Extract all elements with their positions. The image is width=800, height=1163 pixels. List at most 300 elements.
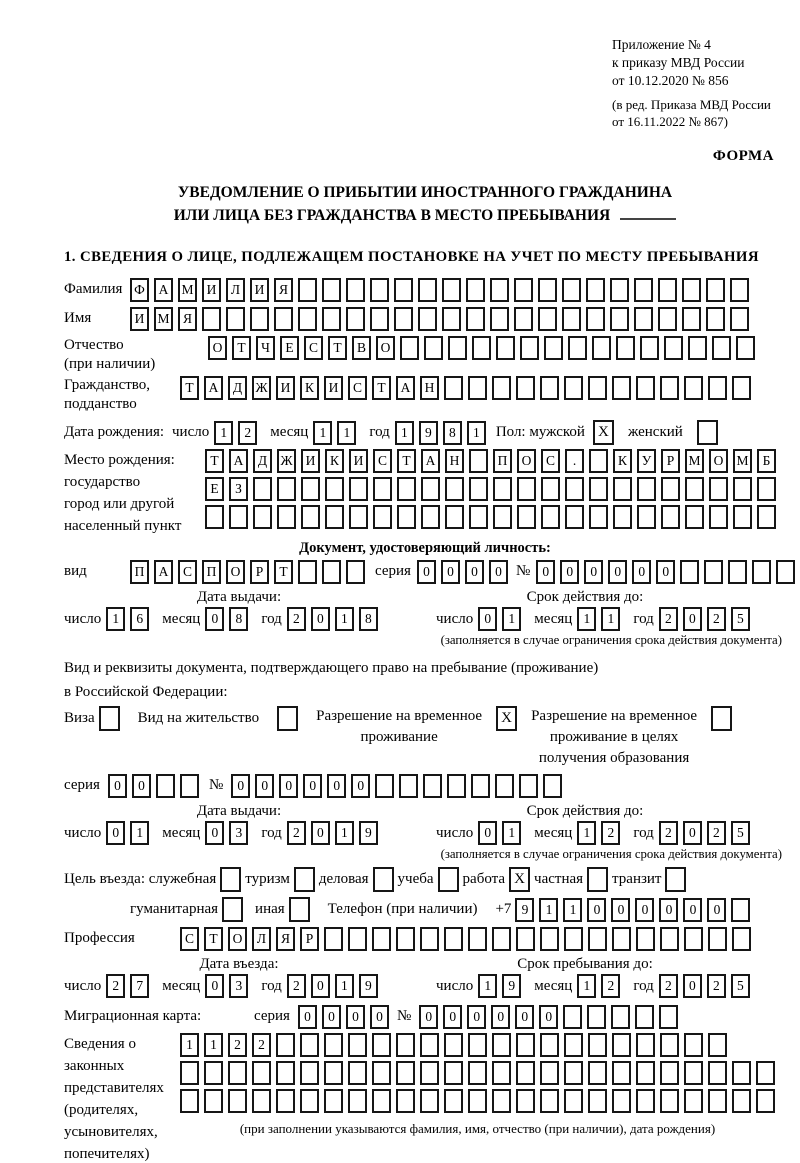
char-cell[interactable] bbox=[466, 278, 485, 302]
char-cell[interactable] bbox=[730, 278, 749, 302]
char-cell[interactable] bbox=[540, 927, 559, 951]
char-cell[interactable]: 1 bbox=[180, 1033, 199, 1057]
char-cell[interactable] bbox=[276, 1061, 295, 1085]
char-cell[interactable] bbox=[324, 1061, 343, 1085]
char-cell[interactable]: 0 bbox=[351, 774, 370, 798]
char-cell[interactable] bbox=[370, 307, 389, 331]
char-cell[interactable] bbox=[469, 449, 488, 473]
char-cell[interactable]: 6 bbox=[130, 607, 149, 631]
char-cell[interactable] bbox=[563, 1005, 582, 1029]
char-cell[interactable]: 2 bbox=[659, 821, 678, 845]
char-cell[interactable]: 1 bbox=[130, 821, 149, 845]
char-cell[interactable]: А bbox=[204, 376, 223, 400]
char-cell[interactable]: Р bbox=[661, 449, 680, 473]
char-cell[interactable] bbox=[728, 560, 747, 584]
char-cell[interactable]: 0 bbox=[255, 774, 274, 798]
char-cell[interactable]: О bbox=[517, 449, 536, 473]
char-cell[interactable] bbox=[640, 336, 659, 360]
char-cell[interactable] bbox=[204, 1061, 223, 1085]
char-cell[interactable]: 0 bbox=[327, 774, 346, 798]
char-cell[interactable]: 0 bbox=[656, 560, 675, 584]
char-cell[interactable]: 0 bbox=[659, 898, 678, 922]
char-cell[interactable] bbox=[588, 376, 607, 400]
purpose-private-checkbox[interactable] bbox=[587, 867, 608, 892]
purpose-study-checkbox[interactable] bbox=[438, 867, 459, 892]
char-cell[interactable] bbox=[636, 1033, 655, 1057]
char-cell[interactable]: 0 bbox=[311, 607, 330, 631]
char-cell[interactable] bbox=[444, 1061, 463, 1085]
char-cell[interactable] bbox=[396, 1089, 415, 1113]
char-cell[interactable] bbox=[612, 1061, 631, 1085]
char-cell[interactable]: 0 bbox=[106, 821, 125, 845]
char-cell[interactable] bbox=[468, 1089, 487, 1113]
char-cell[interactable]: 8 bbox=[443, 421, 462, 445]
char-cell[interactable] bbox=[250, 307, 269, 331]
char-cell[interactable]: 2 bbox=[252, 1033, 271, 1057]
char-cell[interactable]: 0 bbox=[683, 821, 702, 845]
char-cell[interactable] bbox=[661, 505, 680, 529]
char-cell[interactable] bbox=[562, 307, 581, 331]
char-cell[interactable]: 0 bbox=[683, 898, 702, 922]
char-cell[interactable] bbox=[706, 278, 725, 302]
char-cell[interactable]: 7 bbox=[130, 974, 149, 998]
char-cell[interactable] bbox=[468, 1061, 487, 1085]
char-cell[interactable] bbox=[589, 477, 608, 501]
char-cell[interactable]: 2 bbox=[287, 974, 306, 998]
char-cell[interactable] bbox=[348, 1089, 367, 1113]
char-cell[interactable]: Т bbox=[328, 336, 347, 360]
char-cell[interactable] bbox=[540, 1061, 559, 1085]
char-cell[interactable] bbox=[661, 477, 680, 501]
char-cell[interactable]: 0 bbox=[417, 560, 436, 584]
char-cell[interactable] bbox=[420, 1033, 439, 1057]
char-cell[interactable]: 1 bbox=[337, 421, 356, 445]
char-cell[interactable] bbox=[564, 927, 583, 951]
char-cell[interactable] bbox=[471, 774, 490, 798]
char-cell[interactable] bbox=[730, 307, 749, 331]
char-cell[interactable]: И bbox=[202, 278, 221, 302]
char-cell[interactable] bbox=[418, 278, 437, 302]
char-cell[interactable]: Е bbox=[205, 477, 224, 501]
char-cell[interactable]: 0 bbox=[683, 974, 702, 998]
char-cell[interactable] bbox=[300, 1089, 319, 1113]
char-cell[interactable]: 2 bbox=[106, 974, 125, 998]
char-cell[interactable]: 2 bbox=[707, 974, 726, 998]
char-cell[interactable] bbox=[660, 1033, 679, 1057]
char-cell[interactable]: 0 bbox=[108, 774, 127, 798]
char-cell[interactable] bbox=[586, 278, 605, 302]
char-cell[interactable] bbox=[757, 477, 776, 501]
char-cell[interactable] bbox=[634, 278, 653, 302]
char-cell[interactable] bbox=[516, 927, 535, 951]
char-cell[interactable] bbox=[228, 1089, 247, 1113]
char-cell[interactable] bbox=[447, 774, 466, 798]
char-cell[interactable] bbox=[589, 449, 608, 473]
char-cell[interactable]: О bbox=[226, 560, 245, 584]
char-cell[interactable]: 0 bbox=[298, 1005, 317, 1029]
char-cell[interactable]: 8 bbox=[229, 607, 248, 631]
char-cell[interactable] bbox=[659, 1005, 678, 1029]
char-cell[interactable]: 1 bbox=[577, 974, 596, 998]
char-cell[interactable]: 3 bbox=[229, 821, 248, 845]
char-cell[interactable] bbox=[300, 1061, 319, 1085]
char-cell[interactable] bbox=[516, 1061, 535, 1085]
char-cell[interactable] bbox=[202, 307, 221, 331]
char-cell[interactable]: А bbox=[229, 449, 248, 473]
char-cell[interactable] bbox=[540, 1033, 559, 1057]
char-cell[interactable] bbox=[664, 336, 683, 360]
char-cell[interactable] bbox=[205, 505, 224, 529]
char-cell[interactable]: О bbox=[228, 927, 247, 951]
char-cell[interactable] bbox=[228, 1061, 247, 1085]
char-cell[interactable]: Т bbox=[232, 336, 251, 360]
char-cell[interactable]: 1 bbox=[577, 607, 596, 631]
char-cell[interactable]: 0 bbox=[311, 821, 330, 845]
char-cell[interactable] bbox=[544, 336, 563, 360]
char-cell[interactable] bbox=[298, 278, 317, 302]
char-cell[interactable] bbox=[543, 774, 562, 798]
char-cell[interactable] bbox=[444, 1089, 463, 1113]
char-cell[interactable] bbox=[349, 477, 368, 501]
char-cell[interactable] bbox=[613, 477, 632, 501]
char-cell[interactable]: 0 bbox=[205, 974, 224, 998]
char-cell[interactable]: 2 bbox=[287, 821, 306, 845]
char-cell[interactable]: 0 bbox=[322, 1005, 341, 1029]
char-cell[interactable] bbox=[346, 307, 365, 331]
char-cell[interactable] bbox=[424, 336, 443, 360]
char-cell[interactable]: 0 bbox=[441, 560, 460, 584]
char-cell[interactable]: З bbox=[229, 477, 248, 501]
char-cell[interactable] bbox=[400, 336, 419, 360]
char-cell[interactable] bbox=[420, 1089, 439, 1113]
char-cell[interactable] bbox=[565, 505, 584, 529]
char-cell[interactable]: Т bbox=[180, 376, 199, 400]
purpose-business-checkbox[interactable] bbox=[373, 867, 394, 892]
char-cell[interactable]: 2 bbox=[601, 974, 620, 998]
char-cell[interactable] bbox=[660, 376, 679, 400]
char-cell[interactable] bbox=[733, 477, 752, 501]
char-cell[interactable]: М bbox=[733, 449, 752, 473]
char-cell[interactable]: К bbox=[325, 449, 344, 473]
char-cell[interactable] bbox=[684, 927, 703, 951]
char-cell[interactable]: 0 bbox=[443, 1005, 462, 1029]
char-cell[interactable]: 1 bbox=[335, 607, 354, 631]
char-cell[interactable] bbox=[492, 1061, 511, 1085]
char-cell[interactable]: 0 bbox=[635, 898, 654, 922]
char-cell[interactable] bbox=[445, 477, 464, 501]
char-cell[interactable] bbox=[493, 505, 512, 529]
char-cell[interactable] bbox=[346, 560, 365, 584]
purpose-other-checkbox[interactable] bbox=[289, 897, 310, 922]
char-cell[interactable] bbox=[756, 1089, 775, 1113]
char-cell[interactable] bbox=[776, 560, 795, 584]
char-cell[interactable] bbox=[540, 376, 559, 400]
char-cell[interactable]: 5 bbox=[731, 974, 750, 998]
char-cell[interactable] bbox=[444, 927, 463, 951]
char-cell[interactable] bbox=[637, 505, 656, 529]
char-cell[interactable] bbox=[616, 336, 635, 360]
char-cell[interactable]: 0 bbox=[587, 898, 606, 922]
char-cell[interactable] bbox=[658, 307, 677, 331]
char-cell[interactable]: 0 bbox=[132, 774, 151, 798]
char-cell[interactable] bbox=[612, 1089, 631, 1113]
char-cell[interactable] bbox=[610, 307, 629, 331]
char-cell[interactable] bbox=[757, 505, 776, 529]
char-cell[interactable] bbox=[564, 1089, 583, 1113]
char-cell[interactable] bbox=[514, 278, 533, 302]
char-cell[interactable] bbox=[495, 774, 514, 798]
char-cell[interactable] bbox=[468, 1033, 487, 1057]
char-cell[interactable] bbox=[348, 927, 367, 951]
purpose-official-checkbox[interactable] bbox=[220, 867, 241, 892]
char-cell[interactable] bbox=[589, 505, 608, 529]
char-cell[interactable]: Л bbox=[252, 927, 271, 951]
char-cell[interactable] bbox=[708, 1061, 727, 1085]
char-cell[interactable] bbox=[756, 1061, 775, 1085]
char-cell[interactable]: 0 bbox=[467, 1005, 486, 1029]
purpose-work-checkbox[interactable]: X bbox=[509, 867, 530, 892]
char-cell[interactable]: 0 bbox=[419, 1005, 438, 1029]
char-cell[interactable] bbox=[420, 927, 439, 951]
char-cell[interactable] bbox=[325, 477, 344, 501]
char-cell[interactable]: 1 bbox=[395, 421, 414, 445]
char-cell[interactable] bbox=[612, 927, 631, 951]
char-cell[interactable] bbox=[588, 1061, 607, 1085]
char-cell[interactable] bbox=[448, 336, 467, 360]
char-cell[interactable] bbox=[586, 307, 605, 331]
char-cell[interactable]: 1 bbox=[577, 821, 596, 845]
char-cell[interactable] bbox=[373, 477, 392, 501]
char-cell[interactable] bbox=[496, 336, 515, 360]
char-cell[interactable]: 0 bbox=[465, 560, 484, 584]
char-cell[interactable]: Я bbox=[178, 307, 197, 331]
char-cell[interactable]: Д bbox=[228, 376, 247, 400]
char-cell[interactable] bbox=[322, 278, 341, 302]
char-cell[interactable]: С bbox=[178, 560, 197, 584]
char-cell[interactable]: 0 bbox=[311, 974, 330, 998]
char-cell[interactable]: Е bbox=[280, 336, 299, 360]
char-cell[interactable]: С bbox=[373, 449, 392, 473]
char-cell[interactable] bbox=[660, 1089, 679, 1113]
char-cell[interactable] bbox=[588, 1033, 607, 1057]
char-cell[interactable] bbox=[180, 1061, 199, 1085]
char-cell[interactable]: К bbox=[300, 376, 319, 400]
char-cell[interactable] bbox=[276, 1089, 295, 1113]
char-cell[interactable] bbox=[588, 1089, 607, 1113]
char-cell[interactable] bbox=[732, 376, 751, 400]
char-cell[interactable] bbox=[466, 307, 485, 331]
char-cell[interactable] bbox=[565, 477, 584, 501]
char-cell[interactable]: Б bbox=[757, 449, 776, 473]
char-cell[interactable] bbox=[421, 505, 440, 529]
temp-permit-edu-checkbox[interactable] bbox=[711, 706, 732, 731]
char-cell[interactable] bbox=[421, 477, 440, 501]
visa-checkbox[interactable] bbox=[99, 706, 120, 731]
char-cell[interactable]: И bbox=[250, 278, 269, 302]
char-cell[interactable] bbox=[731, 898, 750, 922]
char-cell[interactable] bbox=[568, 336, 587, 360]
char-cell[interactable]: Н bbox=[445, 449, 464, 473]
char-cell[interactable] bbox=[469, 477, 488, 501]
char-cell[interactable]: М bbox=[685, 449, 704, 473]
char-cell[interactable]: К bbox=[613, 449, 632, 473]
char-cell[interactable] bbox=[684, 1061, 703, 1085]
char-cell[interactable] bbox=[372, 1089, 391, 1113]
char-cell[interactable]: 0 bbox=[707, 898, 726, 922]
char-cell[interactable] bbox=[612, 376, 631, 400]
char-cell[interactable] bbox=[564, 1033, 583, 1057]
char-cell[interactable] bbox=[732, 1089, 751, 1113]
char-cell[interactable]: Ч bbox=[256, 336, 275, 360]
char-cell[interactable] bbox=[468, 376, 487, 400]
char-cell[interactable]: Т bbox=[204, 927, 223, 951]
char-cell[interactable] bbox=[372, 1033, 391, 1057]
char-cell[interactable]: П bbox=[493, 449, 512, 473]
char-cell[interactable] bbox=[300, 1033, 319, 1057]
char-cell[interactable] bbox=[712, 336, 731, 360]
char-cell[interactable] bbox=[372, 927, 391, 951]
char-cell[interactable]: 1 bbox=[214, 421, 233, 445]
char-cell[interactable] bbox=[704, 560, 723, 584]
char-cell[interactable] bbox=[420, 1061, 439, 1085]
char-cell[interactable] bbox=[610, 278, 629, 302]
char-cell[interactable]: 1 bbox=[539, 898, 558, 922]
char-cell[interactable] bbox=[348, 1061, 367, 1085]
char-cell[interactable]: 2 bbox=[659, 974, 678, 998]
char-cell[interactable] bbox=[636, 927, 655, 951]
char-cell[interactable] bbox=[397, 477, 416, 501]
char-cell[interactable] bbox=[396, 1061, 415, 1085]
char-cell[interactable] bbox=[423, 774, 442, 798]
char-cell[interactable]: 2 bbox=[228, 1033, 247, 1057]
char-cell[interactable]: 0 bbox=[205, 821, 224, 845]
char-cell[interactable]: 0 bbox=[346, 1005, 365, 1029]
char-cell[interactable] bbox=[684, 1033, 703, 1057]
char-cell[interactable]: А bbox=[154, 560, 173, 584]
char-cell[interactable] bbox=[660, 927, 679, 951]
char-cell[interactable]: Л bbox=[226, 278, 245, 302]
char-cell[interactable]: 1 bbox=[502, 607, 521, 631]
char-cell[interactable]: 2 bbox=[287, 607, 306, 631]
char-cell[interactable] bbox=[277, 477, 296, 501]
char-cell[interactable]: 2 bbox=[707, 607, 726, 631]
char-cell[interactable] bbox=[562, 278, 581, 302]
char-cell[interactable] bbox=[252, 1089, 271, 1113]
char-cell[interactable] bbox=[752, 560, 771, 584]
char-cell[interactable] bbox=[346, 278, 365, 302]
char-cell[interactable] bbox=[493, 477, 512, 501]
char-cell[interactable] bbox=[324, 1089, 343, 1113]
char-cell[interactable]: У bbox=[637, 449, 656, 473]
char-cell[interactable]: М bbox=[178, 278, 197, 302]
char-cell[interactable] bbox=[252, 1061, 271, 1085]
char-cell[interactable]: 1 bbox=[313, 421, 332, 445]
char-cell[interactable] bbox=[538, 307, 557, 331]
female-checkbox[interactable] bbox=[697, 420, 718, 445]
char-cell[interactable]: 9 bbox=[419, 421, 438, 445]
char-cell[interactable]: 1 bbox=[335, 974, 354, 998]
char-cell[interactable] bbox=[517, 505, 536, 529]
char-cell[interactable]: И bbox=[349, 449, 368, 473]
char-cell[interactable] bbox=[444, 1033, 463, 1057]
char-cell[interactable] bbox=[634, 307, 653, 331]
char-cell[interactable] bbox=[492, 1089, 511, 1113]
char-cell[interactable]: О bbox=[376, 336, 395, 360]
char-cell[interactable] bbox=[682, 278, 701, 302]
char-cell[interactable]: 9 bbox=[515, 898, 534, 922]
char-cell[interactable] bbox=[660, 1061, 679, 1085]
char-cell[interactable]: Т bbox=[372, 376, 391, 400]
char-cell[interactable]: 5 bbox=[731, 821, 750, 845]
char-cell[interactable]: М bbox=[154, 307, 173, 331]
char-cell[interactable] bbox=[322, 560, 341, 584]
char-cell[interactable]: С bbox=[541, 449, 560, 473]
purpose-transit-checkbox[interactable] bbox=[665, 867, 686, 892]
char-cell[interactable] bbox=[708, 1033, 727, 1057]
char-cell[interactable] bbox=[709, 477, 728, 501]
char-cell[interactable] bbox=[445, 505, 464, 529]
char-cell[interactable] bbox=[226, 307, 245, 331]
char-cell[interactable] bbox=[492, 376, 511, 400]
char-cell[interactable]: Я bbox=[274, 278, 293, 302]
char-cell[interactable] bbox=[611, 1005, 630, 1029]
char-cell[interactable] bbox=[301, 477, 320, 501]
char-cell[interactable] bbox=[680, 560, 699, 584]
char-cell[interactable] bbox=[564, 376, 583, 400]
char-cell[interactable] bbox=[324, 1033, 343, 1057]
char-cell[interactable] bbox=[277, 505, 296, 529]
char-cell[interactable]: 0 bbox=[478, 607, 497, 631]
char-cell[interactable] bbox=[706, 307, 725, 331]
char-cell[interactable]: . bbox=[565, 449, 584, 473]
char-cell[interactable]: 0 bbox=[478, 821, 497, 845]
char-cell[interactable]: 3 bbox=[229, 974, 248, 998]
char-cell[interactable]: А bbox=[421, 449, 440, 473]
char-cell[interactable]: Я bbox=[276, 927, 295, 951]
char-cell[interactable]: 0 bbox=[539, 1005, 558, 1029]
char-cell[interactable] bbox=[276, 1033, 295, 1057]
char-cell[interactable] bbox=[253, 505, 272, 529]
char-cell[interactable]: С bbox=[348, 376, 367, 400]
char-cell[interactable] bbox=[520, 336, 539, 360]
char-cell[interactable] bbox=[396, 1033, 415, 1057]
char-cell[interactable]: Т bbox=[397, 449, 416, 473]
char-cell[interactable]: И bbox=[324, 376, 343, 400]
char-cell[interactable]: Р bbox=[300, 927, 319, 951]
char-cell[interactable] bbox=[399, 774, 418, 798]
char-cell[interactable] bbox=[397, 505, 416, 529]
char-cell[interactable] bbox=[324, 927, 343, 951]
char-cell[interactable]: 1 bbox=[502, 821, 521, 845]
char-cell[interactable] bbox=[298, 560, 317, 584]
char-cell[interactable]: Ж bbox=[277, 449, 296, 473]
char-cell[interactable]: И bbox=[301, 449, 320, 473]
purpose-tourism-checkbox[interactable] bbox=[294, 867, 315, 892]
char-cell[interactable]: 8 bbox=[359, 607, 378, 631]
char-cell[interactable] bbox=[708, 1089, 727, 1113]
char-cell[interactable] bbox=[684, 376, 703, 400]
char-cell[interactable] bbox=[490, 278, 509, 302]
char-cell[interactable] bbox=[541, 477, 560, 501]
char-cell[interactable] bbox=[370, 278, 389, 302]
char-cell[interactable]: В bbox=[352, 336, 371, 360]
char-cell[interactable]: Ж bbox=[252, 376, 271, 400]
char-cell[interactable] bbox=[613, 505, 632, 529]
char-cell[interactable]: С bbox=[304, 336, 323, 360]
char-cell[interactable]: Р bbox=[250, 560, 269, 584]
char-cell[interactable]: 0 bbox=[303, 774, 322, 798]
char-cell[interactable]: 0 bbox=[491, 1005, 510, 1029]
